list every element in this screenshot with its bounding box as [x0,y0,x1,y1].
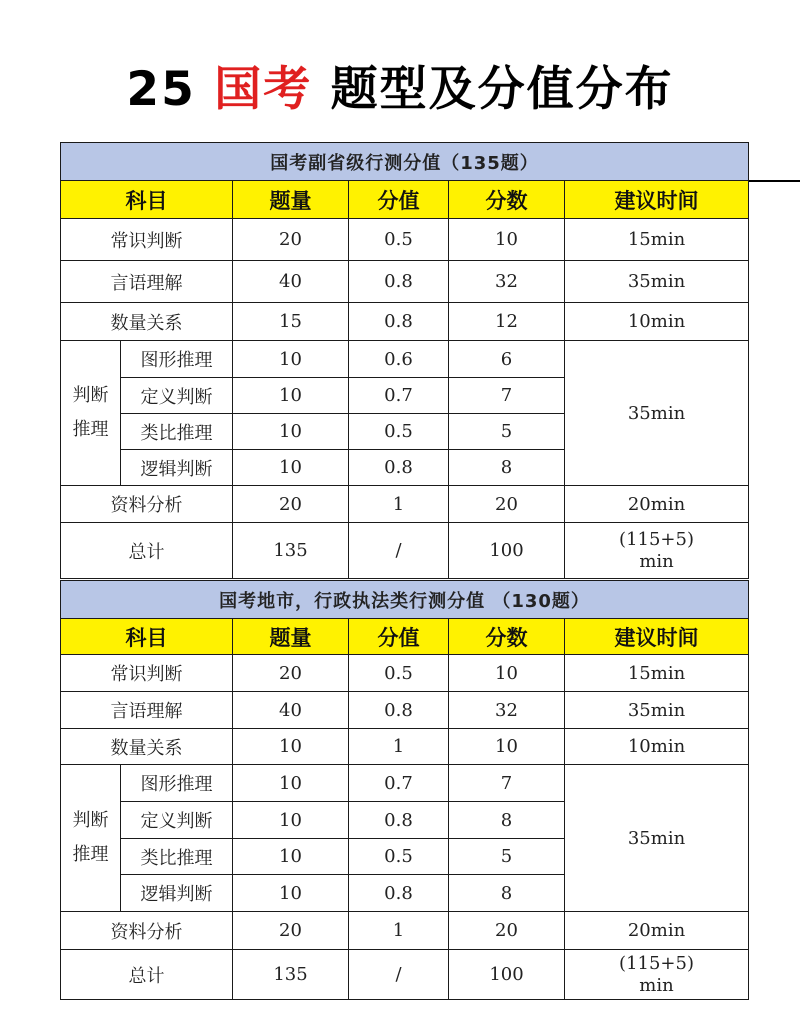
time-cell: 20min [565,486,749,523]
value-cell: 1 [349,729,449,765]
table-row [61,912,749,950]
subject-cell: 逻辑判断 [121,875,233,912]
section-title: 国考副省级行测分值（135题） [61,143,749,181]
score-cell: 6 [449,341,565,378]
header-time: 建议时间 [565,619,749,655]
value-cell: 0.5 [349,655,449,692]
subject-cell: 图形推理 [121,765,233,802]
count-cell: 20 [233,912,349,950]
time-cell: 35min [565,341,749,486]
header-subject: 科目 [61,181,233,219]
time-cell: 20min [565,912,749,950]
table-row [61,765,749,802]
count-cell: 10 [233,414,349,450]
table-row [61,261,749,303]
value-cell: 1 [349,912,449,950]
score-table-municipal [60,580,749,1000]
score-cell: 8 [449,875,565,912]
score-cell: 5 [449,414,565,450]
value-cell: 0.8 [349,303,449,341]
subject-cell: 定义判断 [121,378,233,414]
value-cell: 0.7 [349,378,449,414]
section-title: 国考地市，行政执法类行测分值 （130题） [61,581,749,619]
header-subject: 科目 [61,619,233,655]
value-cell: / [349,950,449,1000]
subject-cell: 资料分析 [61,486,233,523]
group-cell-reasoning: 判断 推理 [61,765,121,912]
side-divider-line [748,180,800,182]
value-cell: 0.8 [349,450,449,486]
table-row-total [61,523,749,579]
score-cell: 8 [449,450,565,486]
time-cell: 15min [565,655,749,692]
count-cell: 15 [233,303,349,341]
count-cell: 20 [233,486,349,523]
table-row [61,655,749,692]
count-cell: 135 [233,523,349,579]
count-cell: 10 [233,765,349,802]
header-count: 题量 [233,181,349,219]
count-cell: 135 [233,950,349,1000]
value-cell: 0.7 [349,765,449,802]
subject-cell: 言语理解 [61,692,233,729]
count-cell: 10 [233,875,349,912]
count-cell: 10 [233,450,349,486]
table-row [61,729,749,765]
score-cell: 7 [449,378,565,414]
subject-cell: 常识判断 [61,219,233,261]
table-row [61,692,749,729]
table-header-row [61,181,749,219]
value-cell: 0.8 [349,802,449,839]
value-cell: 0.8 [349,875,449,912]
subject-cell: 数量关系 [61,729,233,765]
value-cell: 0.8 [349,692,449,729]
table-row [61,219,749,261]
time-cell: 10min [565,729,749,765]
count-cell: 20 [233,655,349,692]
header-count: 题量 [233,619,349,655]
score-cell: 10 [449,655,565,692]
time-cell: 15min [565,219,749,261]
score-cell: 100 [449,523,565,579]
time-cell: 35min [565,765,749,912]
count-cell: 40 [233,261,349,303]
score-cell: 20 [449,486,565,523]
time-cell: (115+5) min [565,523,749,579]
subject-cell: 图形推理 [121,341,233,378]
subject-cell: 总计 [61,950,233,1000]
score-cell: 32 [449,261,565,303]
table-row-total [61,950,749,1000]
count-cell: 40 [233,692,349,729]
subject-cell: 总计 [61,523,233,579]
count-cell: 10 [233,802,349,839]
value-cell: 0.6 [349,341,449,378]
count-cell: 10 [233,729,349,765]
time-cell: 35min [565,692,749,729]
time-cell: (115+5) min [565,950,749,1000]
value-cell: 1 [349,486,449,523]
subject-cell: 逻辑判断 [121,450,233,486]
score-cell: 10 [449,219,565,261]
score-cell: 12 [449,303,565,341]
value-cell: 0.5 [349,839,449,875]
score-cell: 7 [449,765,565,802]
header-value: 分值 [349,181,449,219]
value-cell: 0.8 [349,261,449,303]
subject-cell: 类比推理 [121,414,233,450]
table-row [61,341,749,378]
table-row [61,486,749,523]
subject-cell: 数量关系 [61,303,233,341]
value-cell: 0.5 [349,414,449,450]
time-cell: 35min [565,261,749,303]
score-cell: 20 [449,912,565,950]
title-highlight: 国考 [214,62,313,117]
table-row [61,303,749,341]
subject-cell: 类比推理 [121,839,233,875]
count-cell: 20 [233,219,349,261]
header-score: 分数 [449,619,565,655]
subject-cell: 定义判断 [121,802,233,839]
score-cell: 8 [449,802,565,839]
count-cell: 10 [233,839,349,875]
score-cell: 10 [449,729,565,765]
value-cell: 0.5 [349,219,449,261]
table-header-row [61,619,749,655]
subject-cell: 常识判断 [61,655,233,692]
title-suffix: 题型及分值分布 [312,62,674,117]
score-cell: 32 [449,692,565,729]
value-cell: / [349,523,449,579]
subject-cell: 资料分析 [61,912,233,950]
score-cell: 100 [449,950,565,1000]
score-cell: 5 [449,839,565,875]
count-cell: 10 [233,341,349,378]
count-cell: 10 [233,378,349,414]
header-time: 建议时间 [565,181,749,219]
score-table-vice-provincial [60,142,749,579]
group-cell-reasoning: 判断 推理 [61,341,121,486]
subject-cell: 言语理解 [61,261,233,303]
title-prefix: 25 [126,62,215,117]
header-value: 分值 [349,619,449,655]
header-score: 分数 [449,181,565,219]
time-cell: 10min [565,303,749,341]
page-title [0,52,800,119]
